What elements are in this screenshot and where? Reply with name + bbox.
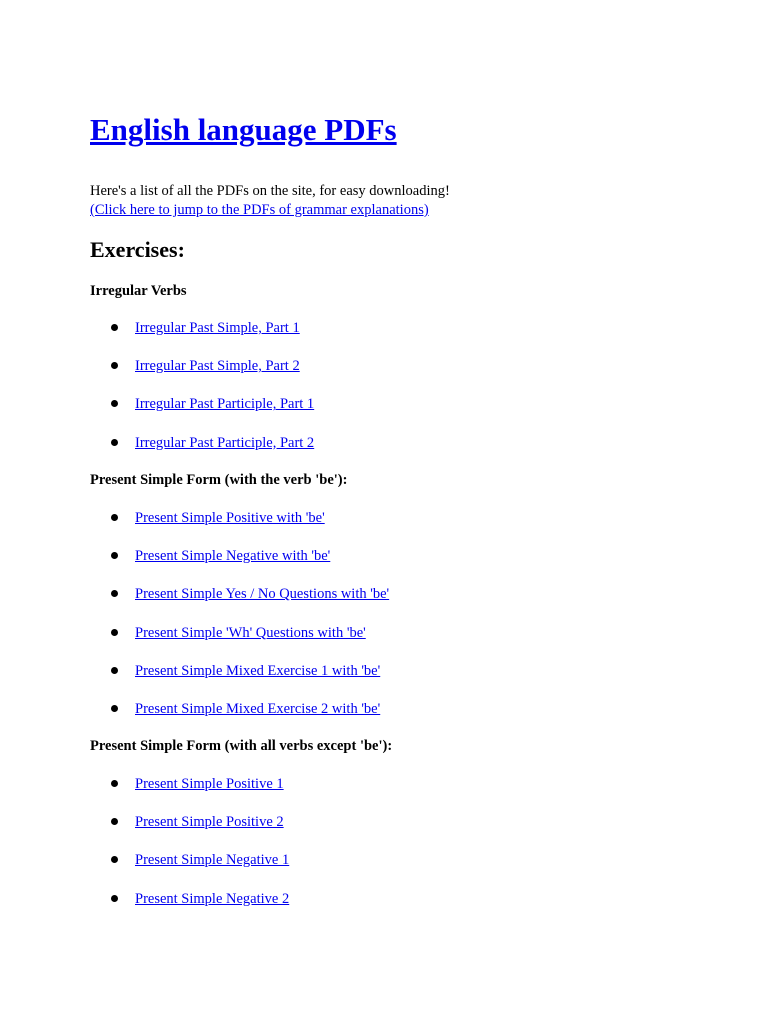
list-item [90,623,389,661]
page-title-link[interactable]: English language PDFs [90,112,397,147]
present-simple-be-list [90,508,389,737]
bullet-icon [111,705,118,712]
present-simple-other-verbs-list [90,774,289,927]
bullet-icon [111,439,118,446]
list-item [90,394,314,432]
bullet-icon [111,590,118,597]
list-item [90,584,389,622]
bullet-icon [111,324,118,331]
list-item [90,433,314,471]
pdf-link[interactable]: Present Simple Positive 1 [135,776,284,792]
bullet-icon [111,362,118,369]
pdf-link[interactable]: Present Simple Mixed Exercise 1 with 'be' [135,662,381,679]
bullet-icon [111,514,118,521]
exercises-heading: Exercises: [90,237,185,262]
bullet-icon [111,780,118,787]
bullet-icon [111,856,118,863]
bullet-icon [111,629,118,636]
group-heading-irregular-verbs: Irregular Verbs [90,283,187,299]
pdf-link[interactable]: Present Simple Mixed Exercise 2 with 'be' [135,700,381,717]
list-item [90,812,289,850]
page-title [90,110,397,150]
pdf-link[interactable]: Present Simple Negative 2 [135,890,290,907]
bullet-icon [111,400,118,407]
pdf-link[interactable]: Present Simple Positive 2 [135,814,284,831]
list-item [90,318,314,356]
list-item [90,699,389,737]
pdf-link[interactable]: Present Simple Yes / No Questions with 'be' [135,586,390,603]
list-item [90,546,389,584]
bullet-icon [111,895,118,902]
group-heading-present-simple-be: Present Simple Form (with the verb 'be'): [90,472,348,488]
list-item [90,850,289,888]
pdf-link[interactable]: Present Simple Negative with 'be' [135,548,331,565]
bullet-icon [111,667,118,674]
irregular-verbs-list [90,318,314,471]
jump-to-grammar-link[interactable]: (Click here to jump to the PDFs of grammar explanations) [90,202,429,218]
bullet-icon [111,552,118,559]
pdf-link[interactable]: Present Simple Negative 1 [135,852,290,869]
list-item [90,661,389,699]
list-item [90,508,389,546]
list-item [90,774,289,812]
pdf-link[interactable]: Irregular Past Simple, Part 1 [135,320,300,336]
pdf-link[interactable]: Present Simple 'Wh' Questions with 'be' [135,624,366,641]
list-item [90,889,289,927]
pdf-link[interactable]: Irregular Past Simple, Part 2 [135,358,300,375]
bullet-icon [111,818,118,825]
pdf-link[interactable]: Present Simple Positive with 'be' [135,510,325,526]
intro-paragraph [90,182,450,220]
list-item [90,356,314,394]
group-heading-present-simple-other-verbs: Present Simple Form (with all verbs except 'be'): [90,738,393,754]
intro-text: Here's a list of all the PDFs on the site, for easy downloading! [90,183,450,199]
pdf-link[interactable]: Irregular Past Participle, Part 2 [135,434,315,451]
pdf-link[interactable]: Irregular Past Participle, Part 1 [135,396,315,413]
